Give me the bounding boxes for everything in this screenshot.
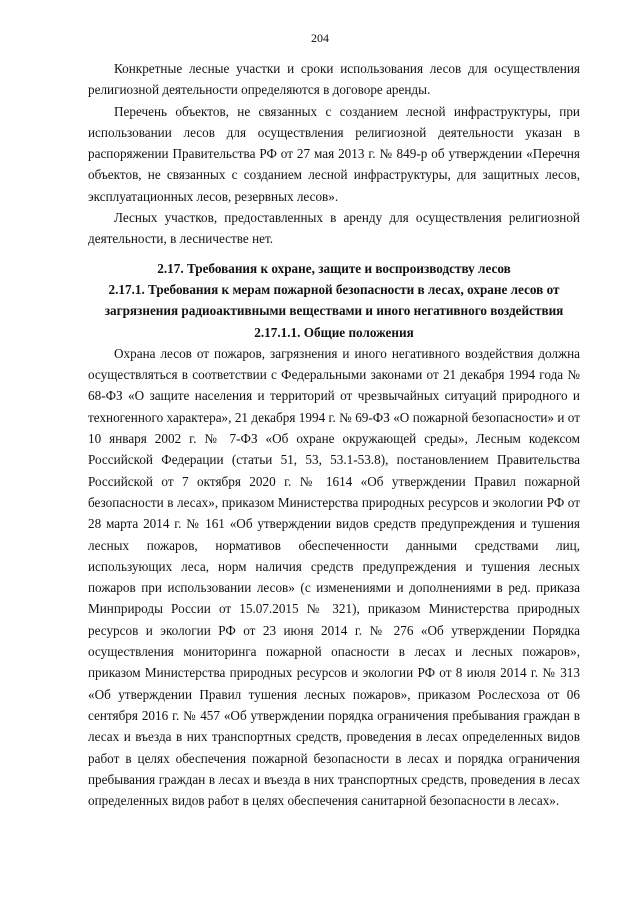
spacer <box>88 250 580 258</box>
paragraph-no-plots: Лесных участков, предоставленных в аренду для осуществления религиозной деятельности, в лесничестве нет. <box>88 210 580 247</box>
page-number: 204 <box>311 31 329 45</box>
paragraph-fire-protection-laws: Охрана лесов от пожаров, загрязнения и иного негативного воздействия должна осуществляться в соответствии с Федеральными законами от 21 декабря 1994 года № 68-ФЗ «О защите населения и территорий от чрезвычайных ситуаций природного и техногенного характера», 21 декабря 1994 г. № 69-ФЗ «О пожарной безопасности» и от 10 января 2002 г. № 7-ФЗ «Об охране окружающей среды», Лесным кодексом Российской Федерации (статьи 51, 53, 53.1-53.8), постановлением Правительства Российской от 7 октября 2020 г. № 1614 «Об утверждении Правил пожарной безопасности в лесах», приказом Министерства природных ресурсов и экологии РФ от 28 марта 2014 г. № 161 «Об утверждении видов средств предупреждения и тушения лесных пожаров, нормативов обеспеченности данными средствами лиц, использующих леса, норм наличия средств предупреждения и тушения лесных пожаров при использовании лесов» (с изменениями и дополнениями в ред. приказа Минприроды России от 15.07.2015 № 321), приказом Министерства природных ресурсов и экологии РФ от 23 июня 2014 г. № 276 «Об утверждении Порядка осуществления мониторинга пожарной опасности в лесах и лесных пожаров», приказом Министерства природных ресурсов и экологии РФ от 8 июля 2014 г. № 313 «Об утверждении Правил тушения лесных пожаров», приказом Рослесхоза от 06 сентября 2016 г. № 457 «Об утверждении порядка ограничения пребывания граждан в лесах и въезда в них транспортных средств, проведения в лесах определенных видов работ в целях обеспечения пожарной безопасности в лесах и порядка ограничения пребывания граждан в лесах и въезда в них транспортных средств, проведения в лесах определенных видов работ в целях обеспечения санитарной безопасности в лесах». <box>88 345 580 809</box>
paragraph-objects-list: Перечень объектов, не связанных с созданием лесной инфраструктуры, при использовании лесов для осуществления религиозной деятельности указан в распоряжении Правительства РФ от 27 мая 2013 г. № 849-р об утверждении «Перечня объектов, не связанных с созданием лесной инфраструктуры, для защитных лесов, эксплуатационных лесов, резервных лесов». <box>88 103 580 204</box>
section-heading: 2.17. Требования к охране, защите и воспроизводству лесов <box>157 260 511 276</box>
paragraph-lease-contract: Конкретные лесные участки и сроки использования лесов для осуществления религиозной деятельности определяются в договоре аренды. <box>88 61 580 98</box>
subsection-heading: 2.17.1. Требования к мерам пожарной безопасности в лесах, охране лесов от загрязнения радиоактивными веществами и иного негативного воздействия <box>104 281 564 319</box>
subsubsection-heading: 2.17.1.1. Общие положения <box>254 324 414 340</box>
page-content <box>88 58 580 811</box>
